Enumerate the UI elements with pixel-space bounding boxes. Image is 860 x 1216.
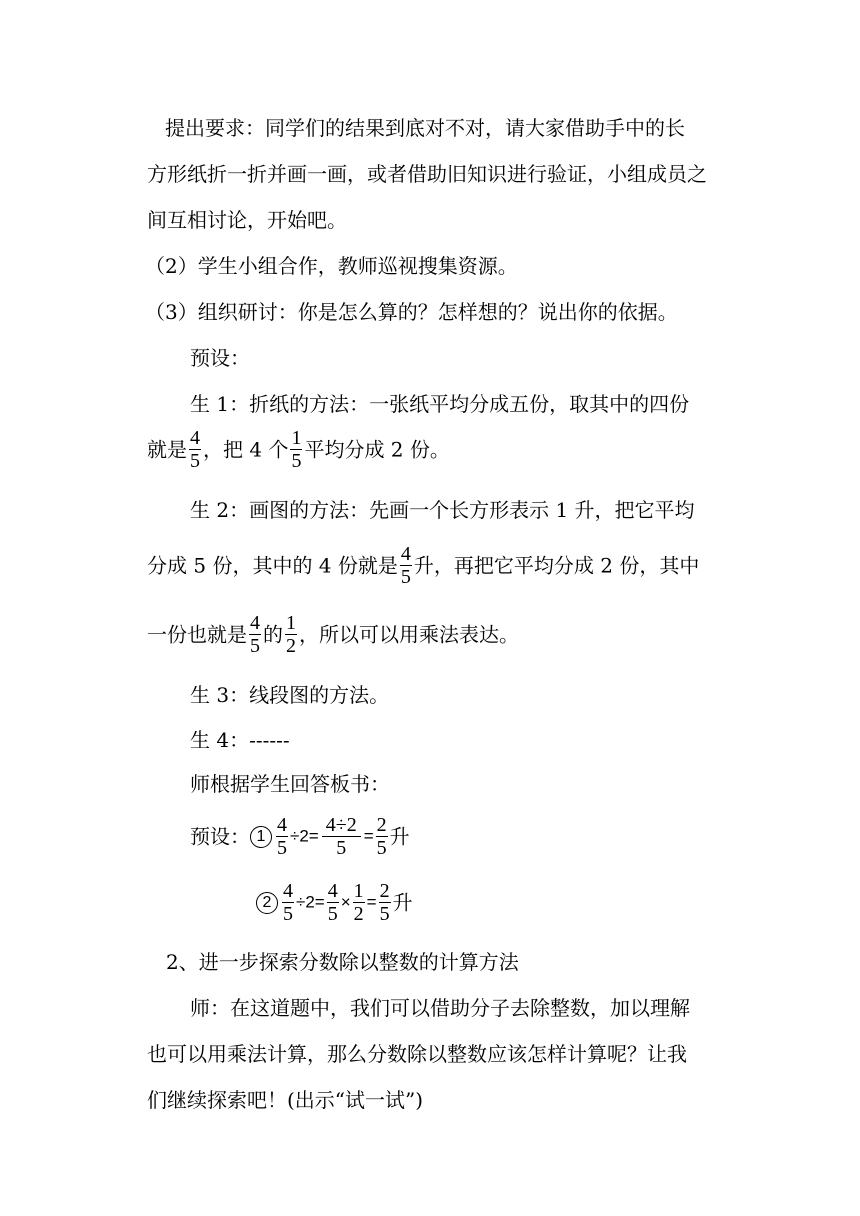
denominator: 5 <box>283 903 293 925</box>
numerator: 1 <box>286 612 296 634</box>
circled-number-1: 1 <box>250 826 272 848</box>
equals-sign: = <box>366 892 377 912</box>
student-1-line-1: 生 1：折纸的方法：一张纸平均分成五份，取其中的四份 <box>190 392 690 416</box>
numerator: 1 <box>291 427 302 449</box>
teacher-line-3: 们继续探索吧！(出示“试一试”) <box>147 1088 424 1112</box>
numerator: 4 <box>190 427 200 449</box>
unit-sheng: 升 <box>389 824 410 849</box>
teacher-line-1: 师：在这道题中，我们可以借助分子去除整数，加以理解 <box>190 996 690 1020</box>
fraction-four-div-two-over-five <box>322 814 361 859</box>
student-4-text: 生 4：------ <box>190 728 290 752</box>
text: ，把 4 个 <box>203 437 289 462</box>
text: 就是 <box>147 437 187 462</box>
equation-2 <box>256 880 413 925</box>
para-requirement-line-1: 提出要求：同学们的结果到底对不对，请大家借助手中的长 <box>165 116 685 140</box>
fraction-four-fifths <box>189 427 201 472</box>
fraction-two-fifths <box>376 814 388 859</box>
denominator: 5 <box>379 903 390 925</box>
preset-label: 预设： <box>190 346 250 370</box>
text: 平均分成 2 份。 <box>304 437 450 462</box>
student-2-line-1: 生 2：画图的方法：先画一个长方形表示 1 升，把它平均 <box>190 498 695 522</box>
denominator: 5 <box>250 635 260 657</box>
fraction-one-half <box>285 612 297 657</box>
numerator: 4 <box>327 880 338 902</box>
times-operator: × <box>340 892 351 912</box>
text: ，所以可以用乘法表达。 <box>299 622 519 647</box>
fraction-one-fifth <box>290 427 302 472</box>
fraction-four-fifths <box>249 612 261 657</box>
fraction-four-fifths <box>276 814 288 859</box>
divide-operator: ÷2= <box>296 892 325 912</box>
denominator: 5 <box>376 837 387 859</box>
fraction-four-fifths <box>327 880 339 925</box>
fraction-two-fifths <box>379 880 391 925</box>
student-2-line-3 <box>147 612 519 657</box>
numerator: 4÷2 <box>322 814 361 837</box>
step-2-text: （2）学生小组合作，教师巡视搜集资源。 <box>145 254 518 278</box>
equation-label: 预设： <box>190 824 250 849</box>
teacher-line-2: 也可以用乘法计算，那么分数除以整数应该怎样计算呢？让我 <box>147 1042 687 1066</box>
text: 分成 5 份，其中的 4 份就是 <box>147 553 398 578</box>
step-3-text: （3）组织研讨：你是怎么算的？怎样想的？说出你的依据。 <box>145 300 678 324</box>
numerator: 1 <box>353 880 364 902</box>
denominator: 2 <box>286 635 296 657</box>
denominator: 5 <box>400 566 411 588</box>
fraction-four-fifths <box>282 880 294 925</box>
equation-1 <box>190 814 410 859</box>
unit-sheng: 升 <box>392 890 413 915</box>
denominator: 5 <box>190 450 200 472</box>
denominator: 5 <box>336 837 347 859</box>
section-2-heading: 2、进一步探索分数除以整数的计算方法 <box>166 950 519 974</box>
para-requirement-line-2: 方形纸折一折并画一画，或者借助旧知识进行验证，小组成员之 <box>147 162 707 186</box>
student-2-line-2 <box>147 543 699 588</box>
circled-number-2: 2 <box>256 892 278 914</box>
text: 的 <box>263 622 283 647</box>
board-label: 师根据学生回答板书： <box>190 772 390 796</box>
equals-sign: = <box>363 826 374 846</box>
student-3-text: 生 3：线段图的方法。 <box>190 683 390 707</box>
denominator: 5 <box>327 903 338 925</box>
denominator: 5 <box>277 837 287 859</box>
divide-operator: ÷2= <box>290 826 319 846</box>
text: 一份也就是 <box>147 622 247 647</box>
numerator: 4 <box>400 543 411 565</box>
numerator: 2 <box>379 880 390 902</box>
fraction-one-half <box>353 880 365 925</box>
student-1-line-2 <box>147 427 450 472</box>
para-requirement-line-3: 间互相讨论，开始吧。 <box>147 208 347 232</box>
numerator: 4 <box>250 612 260 634</box>
denominator: 5 <box>291 450 302 472</box>
fraction-four-fifths <box>400 543 412 588</box>
numerator: 2 <box>376 814 387 836</box>
denominator: 2 <box>353 903 364 925</box>
text: 升，再把它平均分成 2 份，其中 <box>413 553 700 578</box>
numerator: 4 <box>283 880 293 902</box>
numerator: 4 <box>277 814 287 836</box>
